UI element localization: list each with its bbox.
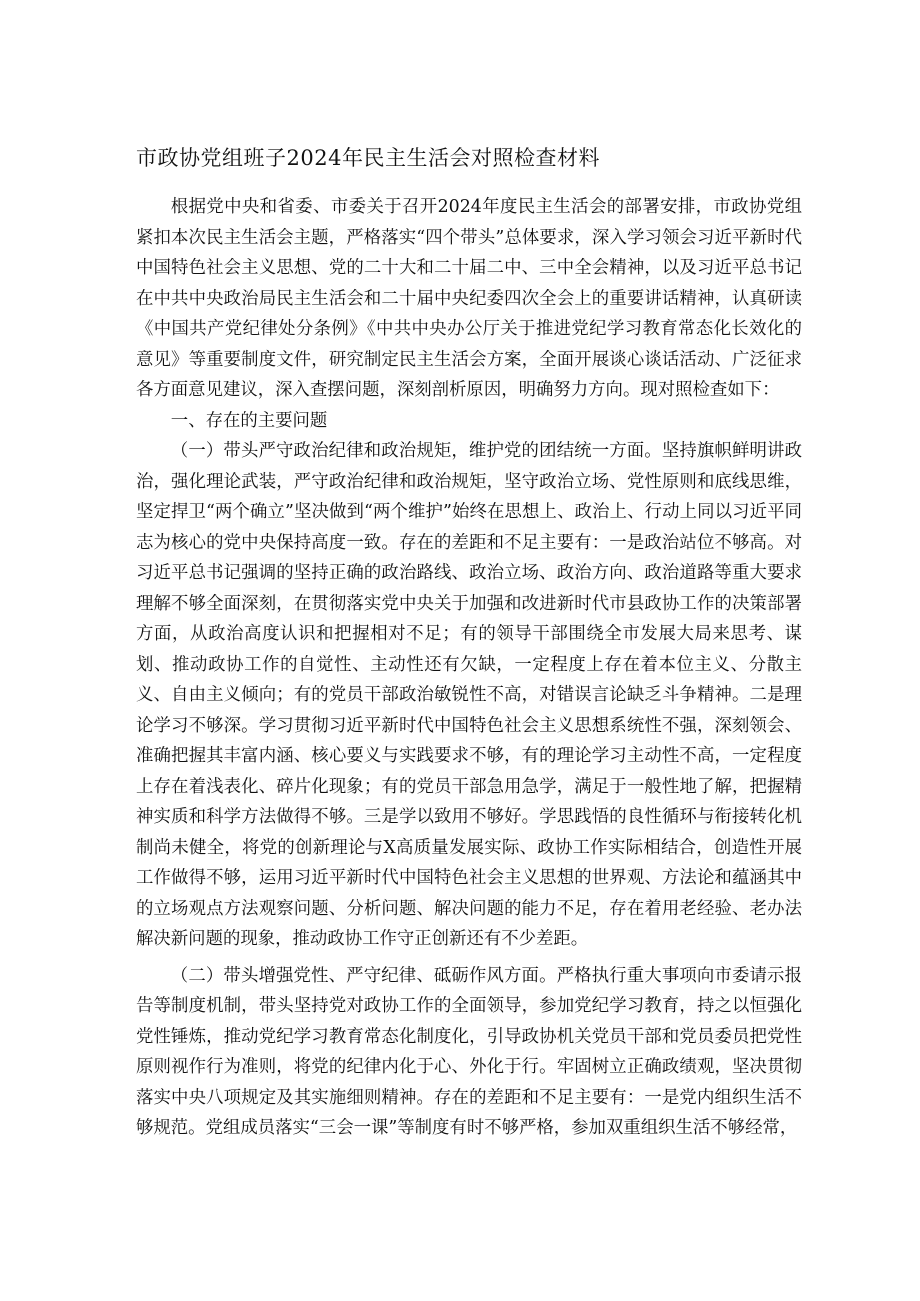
intro-paragraph: 根据党中央和省委、市委关于召开2024年度民主生活会的部署安排，市政协党组紧扣本次民主生活会主题，严格落实“四个带头”总体要求，深入学习领会习近平新时代中国特色社会主义思想、党的二十大和二十届二中、三中全会精神，以及习近平总书记在中共中央政治局民主生活会和二十届中央纪委四次全会上的重要讲话精神，认真研读《中国共产党纪律处分条例》《中共中央办公厅关于推进党纪学习教育常态化长效化的意见》等重要制度文件，研究制定民主生活会方案，全面开展谈心谈话活动、广泛征求各方面意见建议，深入查摆问题，深刻剖析原因，明确努力方向。现对照检查如下： bbox=[136, 197, 802, 400]
section-heading-problems: 一、存在的主要问题 bbox=[170, 410, 328, 431]
subsection-1-paragraph: （一）带头严守政治纪律和政治规矩，维护党的团结统一方面。坚持旗帜鲜明讲政治，强化理论武装，严守政治纪律和政治规矩，坚守政治立场、党性原则和底线思维，坚定捍卫“两个确立”坚决做到“两个维护”始终在思想上、政治上、行动上同以习近平同志为核心的党中央保持高度一致。存在的差距和不足主要有：一是政治站位不够高。对习近平总书记强调的坚持正确的政治路线、政治立场、政治方向、政治道路等重大要求理解不够全面深刻，在贯彻落实党中央关于加强和改进新时代市县政协工作的决策部署方面，从政治高度认识和把握相对不足；有的领导干部围绕全市发展大局来思考、谋划、推动政协工作的自觉性、主动性还有欠缺，一定程度上存在着本位主义、分散主义、自由主义倾向；有的党员干部政治敏锐性不高，对错误言论缺乏斗争精神。二是理论学习不够深。学习贯彻习近平新时代中国特色社会主义思想系统性不强，深刻领会、准确把握其丰富内涵、核心要义与实践要求不够，有的理论学习主动性不高，一定程度上存在着浅表化、碎片化现象；有的党员干部急用急学，满足于一般性地了解，把握精神实质和科学方法做得不够。三是学以致用不够好。学思践悟的良性循环与衔接转化机制尚未健全，将党的创新理论与X高质量发展实际、政协工作实际相结合，创造性开展工作做得不够，运用习近平新时代中国特色社会主义思想的世界观、方法论和蕴涵其中的立场观点方法观察问题、分析问题、解决问题的能力不足，存在着用老经验、老办法解决新问题的现象，推动政协工作守正创新还有不少差距。 bbox=[136, 441, 802, 949]
document-title: 市政协党组班子2024年民主生活会对照检查材料 bbox=[136, 146, 600, 170]
subsection-2-paragraph: （二）带头增强党性、严守纪律、砥砺作风方面。严格执行重大事项向市委请示报告等制度机制，带头坚持党对政协工作的全面领导，参加党纪学习教育，持之以恒强化党性锤炼，推动党纪学习教育常态化制度化，引导政协机关党员干部和党员委员把党性原则视作行为准则，将党的纪律内化于心、外化于行。牢固树立正确政绩观，坚决贯彻落实中央八项规定及其实施细则精神。存在的差距和不足主要有：一是党内组织生活不够规范。党组成员落实“三会一课”等制度有时不够严格，参加双重组织生活不够经常， bbox=[136, 965, 802, 1138]
